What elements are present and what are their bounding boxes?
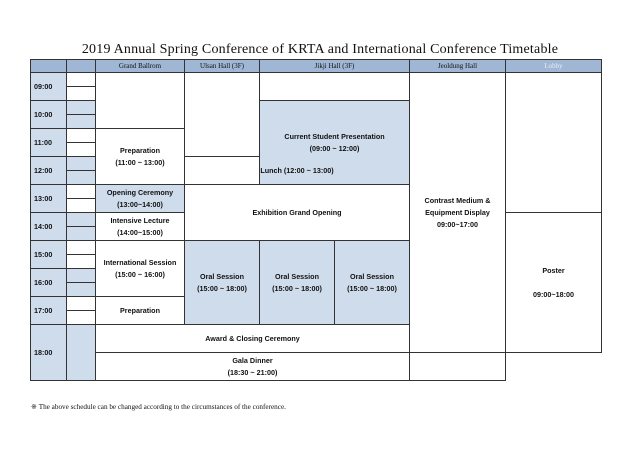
header-sub-cell [67,60,96,73]
sub-cell [67,143,96,157]
event-name: Preparation [120,145,160,155]
sub-cell [67,171,96,185]
event-time: (15:00 ~ 18:00) [347,283,397,293]
jikji-hall-empty [260,73,410,101]
time-1700: 17:00 [31,297,67,325]
time-1300: 13:00 [31,185,67,213]
header-ulsan-hall: Ulsan Hall (3F) [185,60,260,73]
time-0900: 09:00 [31,73,67,101]
ulsan-hall-empty [185,73,260,157]
event-name: Oral Session [275,271,319,281]
event-contrast-display [410,73,506,353]
sub-cell [67,129,96,143]
time-1500: 15:00 [31,241,67,269]
event-oral-session-2 [260,241,335,325]
header-jikji-hall: Jikji Hall (3F) [260,60,410,73]
sub-cell [67,101,96,115]
event-time: (14:00~15:00) [117,227,163,237]
event-name: Equipment Display [425,207,490,217]
event-opening-ceremony [96,185,185,213]
event-name: Intensive Lecture [110,215,170,225]
event-name: Exhibition Grand Opening [252,207,342,217]
event-gala-dinner [96,353,410,381]
event-exhibition-opening [185,185,410,241]
sub-cell [67,283,96,297]
page-title: 2019 Annual Spring Conference of KRTA and International Conference Timetable [81,42,559,57]
jeoldung-hall-empty [410,353,506,381]
event-award-closing [96,325,410,353]
grand-ballroom-empty [96,73,185,129]
event-international-session [96,241,185,297]
time-1100: 11:00 [31,129,67,157]
event-time: (11:00 ~ 13:00) [115,157,165,167]
event-name: Lunch (12:00 ~ 13:00) [260,165,334,175]
event-name: Current Student Presentation [284,131,385,141]
event-name: International Session [103,257,177,267]
event-time: (09:00 ~ 12:00) [309,143,360,153]
sub-cell [67,213,96,227]
event-name: Oral Session [350,271,394,281]
time-1800: 18:00 [31,325,67,381]
event-time: (15:00 ~ 16:00) [115,269,165,279]
event-poster [506,213,602,353]
event-name: Opening Ceremony [106,187,174,197]
sub-cell [67,87,96,101]
sub-cell [67,73,96,87]
sub-cell [67,311,96,325]
footnote: ※ The above schedule can be changed according to the circumstances of the conference. [31,403,286,411]
event-time: (13:00~14:00) [117,199,163,209]
sub-cell [67,157,96,171]
sub-cell [67,325,96,381]
time-1400: 14:00 [31,213,67,241]
sub-cell [67,227,96,241]
event-preparation-2 [96,297,185,325]
timetable [30,59,602,381]
event-name: Award & Closing Ceremony [205,333,300,343]
header-jeoldung-hall: Jeoldung Hall [410,60,506,73]
header-time-cell [31,60,67,73]
sub-cell [67,241,96,255]
sub-cell [67,115,96,129]
sub-cell [67,269,96,283]
event-oral-session-3 [335,241,410,325]
sub-cell [67,297,96,311]
event-time: (15:00 ~ 18:00) [197,283,247,293]
event-time: 09:00~18:00 [533,289,574,299]
lobby-empty [506,73,602,213]
time-1000: 10:00 [31,101,67,129]
event-name: Poster [542,265,565,275]
event-time: (18:30 ~ 21:00) [227,367,278,377]
sub-cell [67,199,96,213]
sub-cell [67,185,96,199]
event-name: Gala Dinner [232,355,273,365]
header-grand-ballroom: Grand Ballrom [96,60,185,73]
event-name: Oral Session [200,271,244,281]
table-row [31,73,602,87]
time-1200: 12:00 [31,157,67,185]
sub-cell [67,255,96,269]
event-intensive-lecture [96,213,185,241]
header-row [31,60,602,73]
header-lobby: Lobby [506,60,602,73]
event-preparation-1 [96,129,185,185]
time-1600: 16:00 [31,269,67,297]
table-row [31,353,602,367]
event-time: (15:00 ~ 18:00) [272,283,322,293]
event-name: Preparation [120,305,160,315]
event-oral-session-1 [185,241,260,325]
event-name: Contrast Medium & [424,195,491,205]
event-lunch [185,157,410,185]
event-time: 09:00~17:00 [437,219,478,229]
